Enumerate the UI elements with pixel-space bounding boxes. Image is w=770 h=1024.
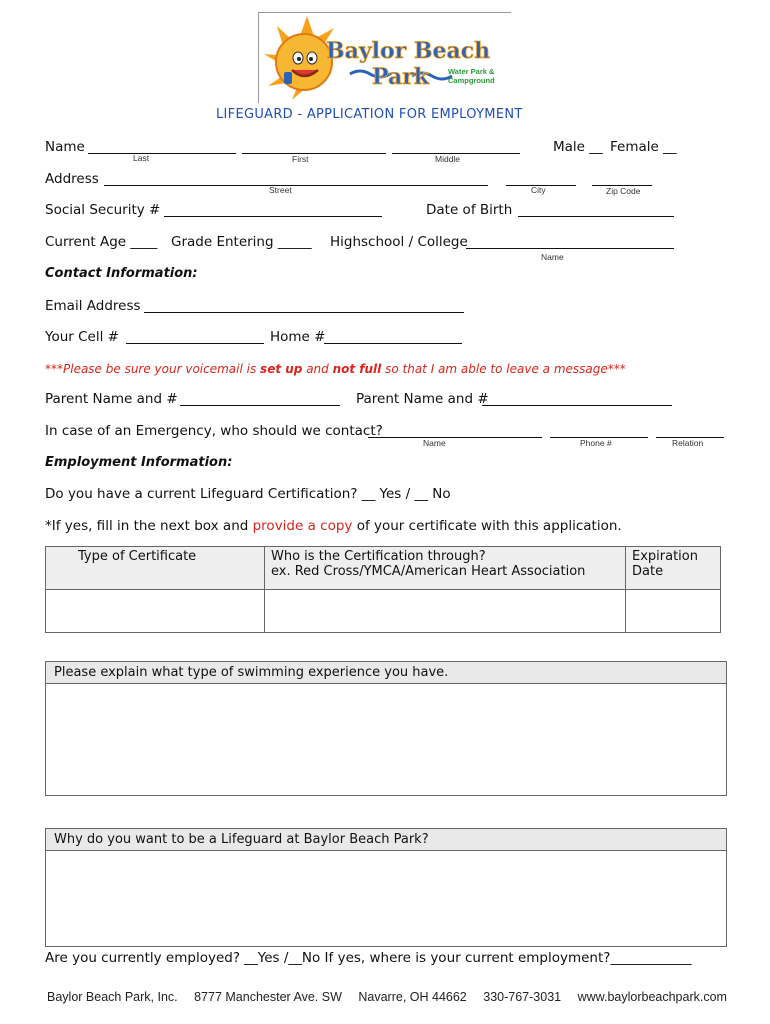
baylor-beach-logo xyxy=(262,14,512,102)
dob-label: Date of Birth xyxy=(426,202,513,218)
ssn-field[interactable] xyxy=(164,216,382,217)
address-label: Address xyxy=(45,171,99,187)
email-field[interactable] xyxy=(144,312,464,313)
footer-company: Baylor Beach Park, Inc. xyxy=(47,990,178,1004)
contact-heading: Contact Information: xyxy=(45,266,198,281)
em-phone-caption: Phone # xyxy=(580,438,612,448)
employed-question[interactable]: Are you currently employed? __Yes /__No If yes, where is your current employment?____________ xyxy=(45,950,692,966)
zip-caption: Zip Code xyxy=(606,186,641,196)
name-label: Name xyxy=(45,139,85,155)
female-option[interactable]: Female __ xyxy=(610,139,677,155)
cert-expiration-cell[interactable] xyxy=(626,590,721,633)
grade-field[interactable]: Grade Entering _____ xyxy=(171,234,312,250)
emergency-label: In case of an Emergency, who should we contact? xyxy=(45,423,383,439)
voicemail-note: ***Please be sure your voicemail is set up and not full so that I am able to leave a message*** xyxy=(45,362,626,376)
form-title: LIFEGUARD - APPLICATION FOR EMPLOYMENT xyxy=(216,107,523,122)
footer-address: 8777 Manchester Ave. SW xyxy=(194,990,342,1004)
footer-website[interactable]: www.baylorbeachpark.com xyxy=(577,990,727,1004)
footer-phone: 330-767-3031 xyxy=(483,990,562,1004)
swimming-experience-box[interactable] xyxy=(45,661,727,796)
why-lifeguard-box[interactable] xyxy=(45,828,727,947)
employment-heading: Employment Information: xyxy=(45,455,233,470)
footer-city: Navarre, OH 44662 xyxy=(358,990,467,1004)
logo-line2: Park xyxy=(372,64,430,90)
em-relation-caption: Relation xyxy=(672,438,704,448)
if-yes-note: *If yes, fill in the next box and provide a copy of your certificate with this application. xyxy=(45,518,622,534)
col-expiration-header: Expiration Date xyxy=(626,547,721,590)
parent1-label: Parent Name and # xyxy=(45,391,178,407)
swimming-experience-label: Please explain what type of swimming experience you have. xyxy=(46,662,726,684)
last-name-field[interactable] xyxy=(88,153,236,154)
parent2-label: Parent Name and # xyxy=(356,391,489,407)
logo-tag2: Campground xyxy=(448,76,495,85)
school-field[interactable] xyxy=(466,248,674,249)
footer xyxy=(47,990,740,1004)
street-field[interactable] xyxy=(104,185,488,186)
col-through-header: Who is the Certification through? ex. Red Cross/YMCA/American Heart Association xyxy=(265,547,626,590)
cert-type-cell[interactable] xyxy=(46,590,265,633)
cert-through-cell[interactable] xyxy=(265,590,626,633)
middle-caption: Middle xyxy=(435,154,461,164)
age-field[interactable]: Current Age ____ xyxy=(45,234,158,250)
school-label: Highschool / College xyxy=(330,234,468,250)
cell-field[interactable] xyxy=(126,343,264,344)
school-name-caption: Name xyxy=(541,252,564,262)
first-caption: First xyxy=(292,154,309,164)
home-field[interactable] xyxy=(324,343,462,344)
certificate-table xyxy=(45,546,721,633)
logo-line1: Baylor Beach xyxy=(326,38,491,64)
cert-question[interactable]: Do you have a current Lifeguard Certification? __ Yes / __ No xyxy=(45,486,451,502)
ssn-label: Social Security # xyxy=(45,202,161,218)
first-name-field[interactable] xyxy=(242,153,386,154)
logo-tag1: Water Park & xyxy=(448,67,495,76)
home-label: Home # xyxy=(270,329,326,345)
em-name-caption: Name xyxy=(423,438,446,448)
male-option[interactable]: Male __ xyxy=(553,139,603,155)
parent2-field[interactable] xyxy=(482,405,672,406)
dob-field[interactable] xyxy=(518,216,674,217)
why-lifeguard-label: Why do you want to be a Lifeguard at Baylor Beach Park? xyxy=(46,829,726,851)
last-caption: Last xyxy=(133,153,150,163)
emergency-name-field[interactable] xyxy=(368,437,542,438)
city-caption: City xyxy=(531,185,546,195)
cell-label: Your Cell # xyxy=(45,329,119,345)
email-label: Email Address xyxy=(45,298,141,314)
col-type-header: Type of Certificate xyxy=(46,547,265,590)
street-caption: Street xyxy=(269,185,292,195)
parent1-field[interactable] xyxy=(180,405,340,406)
